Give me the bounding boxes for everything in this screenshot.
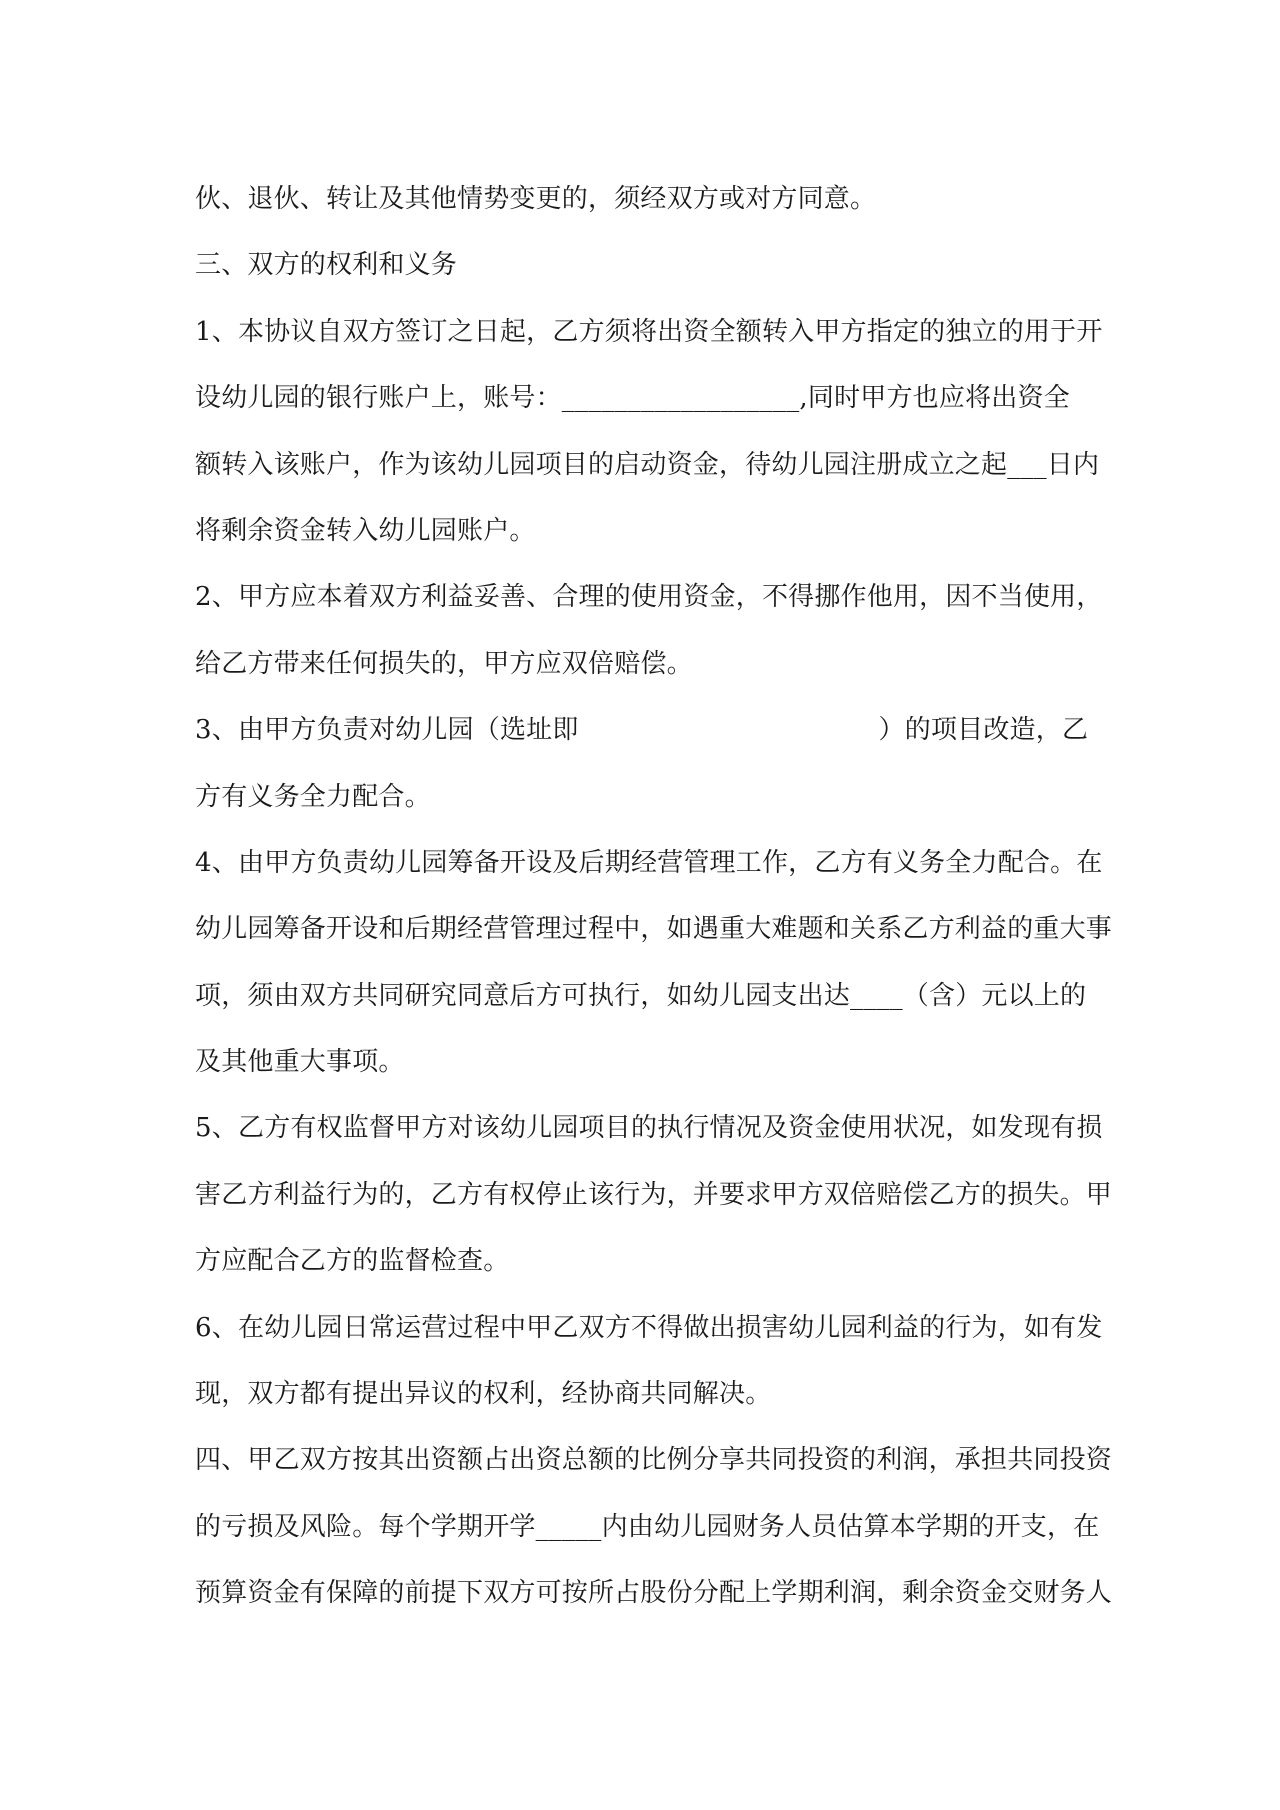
text-line: 5、乙方有权监督甲方对该幼儿园项目的执行情况及资金使用状况，如发现有损 [195,1113,1103,1144]
text-line: 方应配合乙方的监督检查。 [195,1246,510,1277]
text-line: 将剩余资金转入幼儿园账户。 [195,515,536,546]
text-line: 方有义务全力配合。 [195,781,431,812]
text-line: 及其他重大事项。 [195,1047,405,1078]
section-heading: 三、双方的权利和义务 [195,250,458,281]
text-line: 4、由甲方负责幼儿园筹备开设及后期经营管理工作，乙方有义务全力配合。在 [195,847,1103,878]
text-line: 给乙方带来任何损失的，甲方应双倍赔偿。 [195,648,693,679]
document-body [195,166,1113,1627]
text-line: 幼儿园筹备开设和后期经营管理过程中，如遇重大难题和关系乙方利益的重大事 [195,914,1113,945]
text-line: 害乙方利益行为的，乙方有权停止该行为，并要求甲方双倍赔偿乙方的损失。甲 [195,1179,1113,1210]
text-line: 6、在幼儿园日常运营过程中甲乙双方不得做出损害幼儿园利益的行为，如有发 [195,1312,1103,1343]
clause-3-start: 3、由甲方负责对幼儿园（选址即 [195,715,579,746]
clause-3-end: ）的项目改造，乙 [878,715,1089,746]
text-line: 现，双方都有提出异议的权利，经协商共同解决。 [195,1379,772,1410]
text-line: 的亏损及风险。每个学期开学_____内由幼儿园财务人员估算本学期的开支，在 [195,1511,1100,1542]
text-line: 额转入该账户，作为该幼儿园项目的启动资金，待幼儿园注册成立之起___日内 [195,449,1100,480]
text-line: 项，须由双方共同研究同意后方可执行，如幼儿园支出达____（含）元以上的 [195,980,1087,1011]
text-line: 设幼儿园的银行账户上，账号：__________________,同时甲方也应将出资全 [195,383,1070,414]
text-line: 预算资金有保障的前提下双方可按所占股份分配上学期利润，剩余资金交财务人 [195,1578,1113,1609]
section-heading: 四、甲乙双方按其出资额占出资总额的比例分享共同投资的利润，承担共同投资 [195,1445,1113,1476]
text-line [195,697,1095,763]
text-line: 1、本协议自双方签订之日起，乙方须将出资全额转入甲方指定的独立的用于开 [195,316,1103,347]
text-line: 伙、退伙、转让及其他情势变更的，须经双方或对方同意。 [195,184,877,214]
text-line: 2、甲方应本着双方利益妥善、合理的使用资金，不得挪作他用，因不当使用， [195,582,1103,613]
